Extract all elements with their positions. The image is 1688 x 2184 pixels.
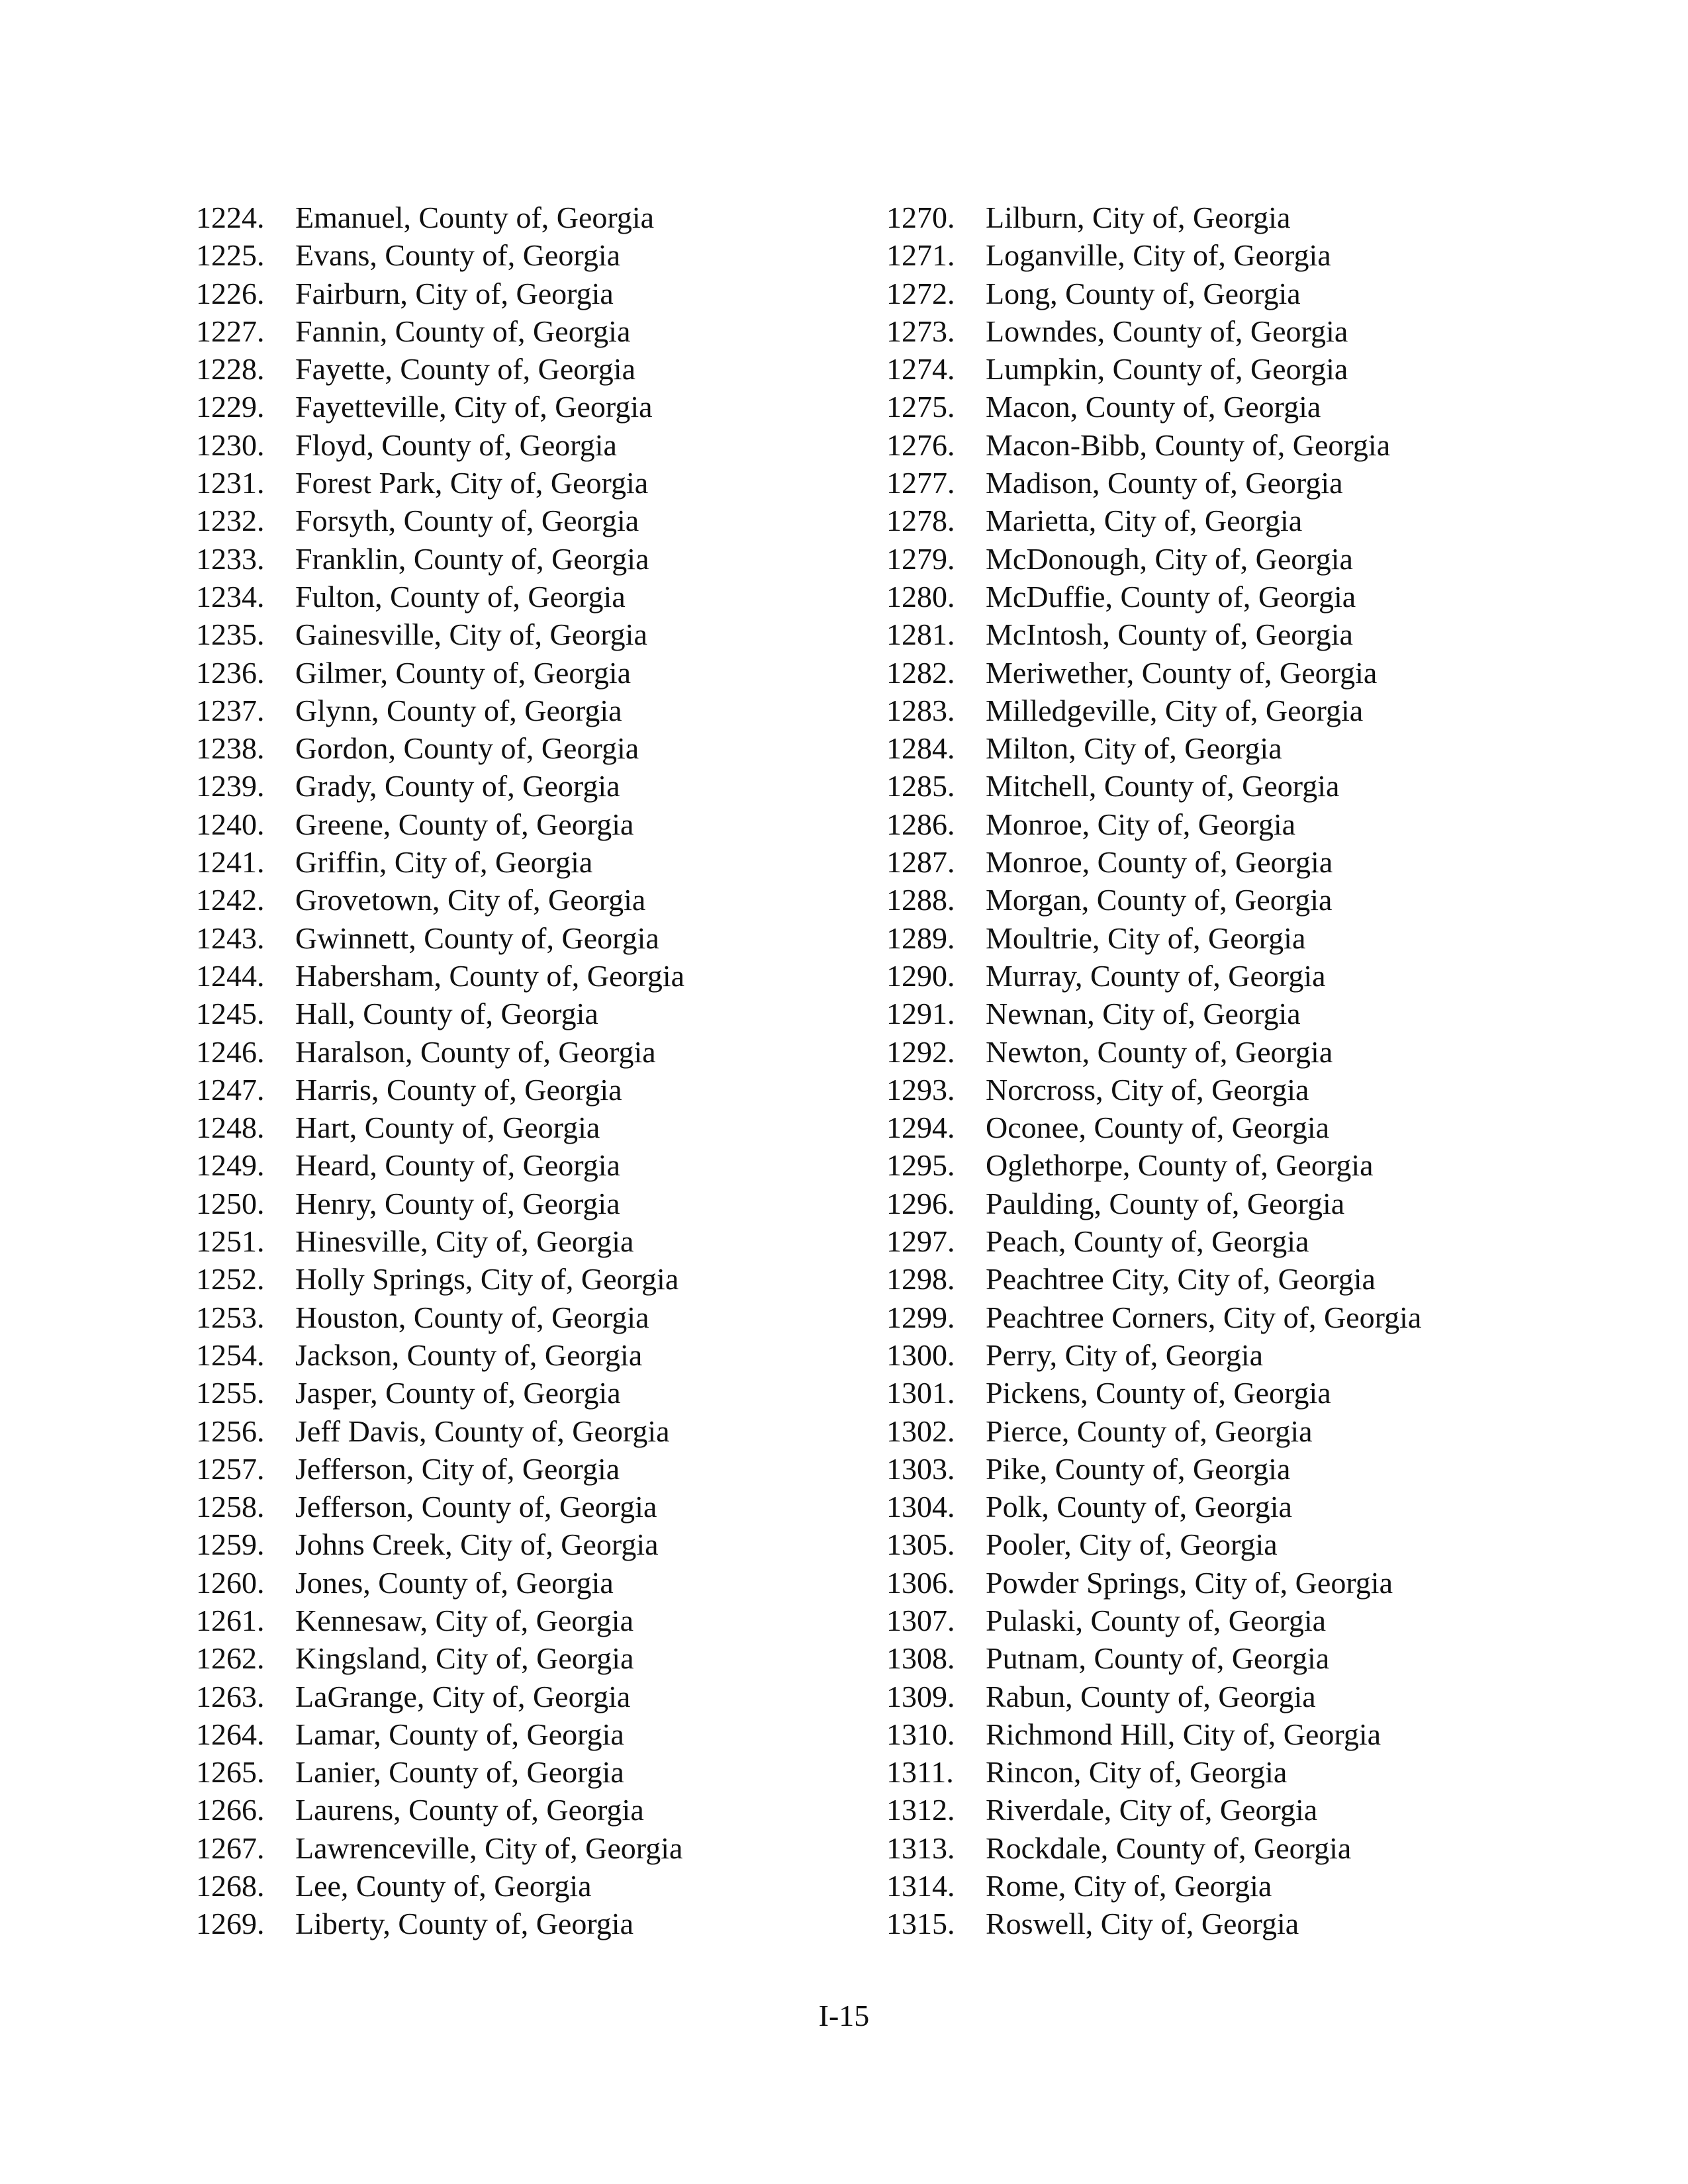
entry-number: 1304. — [886, 1490, 955, 1524]
list-item — [886, 1791, 1615, 1829]
entry-number: 1270. — [886, 201, 955, 234]
entry-number: 1247. — [196, 1072, 265, 1107]
list-item — [886, 1488, 1615, 1525]
entry-number: 1297. — [886, 1224, 955, 1259]
entry-number: 1238. — [196, 731, 265, 766]
list-item — [886, 1829, 1615, 1867]
entry-name: Jackson, County of, Georgia — [295, 1338, 643, 1372]
entry-name: Perry, City of, Georgia — [986, 1338, 1264, 1372]
list-item — [196, 995, 924, 1032]
entry-number: 1272. — [886, 276, 955, 310]
list-item — [886, 1071, 1615, 1109]
entry-name: Oglethorpe, County of, Georgia — [986, 1148, 1374, 1183]
entry-number: 1258. — [196, 1490, 265, 1524]
list-item — [886, 1374, 1615, 1412]
entry-number: 1257. — [196, 1451, 265, 1486]
list-item — [196, 236, 924, 274]
entry-number: 1289. — [886, 921, 955, 955]
entry-name: Gainesville, City of, Georgia — [295, 617, 647, 652]
entry-name: Madison, County of, Georgia — [986, 466, 1343, 500]
entry-number: 1310. — [886, 1717, 955, 1751]
entry-number: 1255. — [196, 1376, 265, 1410]
entry-number: 1266. — [196, 1793, 265, 1827]
entry-number: 1236. — [196, 655, 265, 690]
entry-number: 1271. — [886, 238, 955, 273]
list-item — [886, 1185, 1615, 1222]
entry-name: Harris, County of, Georgia — [295, 1072, 622, 1107]
entry-name: Milton, City of, Georgia — [986, 731, 1282, 766]
entry-name: McIntosh, County of, Georgia — [986, 617, 1353, 652]
right-column-list — [886, 199, 1615, 1943]
entry-number: 1273. — [886, 314, 955, 348]
entry-number: 1263. — [196, 1679, 265, 1713]
entry-name: Jeff Davis, County of, Georgia — [295, 1414, 670, 1448]
list-item — [886, 1753, 1615, 1791]
entry-name: Gilmer, County of, Georgia — [295, 655, 632, 690]
entry-name: Rincon, City of, Georgia — [986, 1755, 1288, 1790]
entry-number: 1242. — [196, 883, 265, 917]
entry-name: Haralson, County of, Georgia — [295, 1034, 656, 1069]
entry-name: Lee, County of, Georgia — [295, 1869, 592, 1903]
list-item — [886, 1260, 1615, 1298]
entry-name: Lamar, County of, Georgia — [295, 1717, 624, 1751]
entry-name: Heard, County of, Georgia — [295, 1148, 620, 1183]
list-item — [196, 881, 924, 919]
entry-name: Fairburn, City of, Georgia — [295, 276, 614, 310]
list-item — [196, 464, 924, 502]
list-item — [886, 1564, 1615, 1602]
list-item — [886, 767, 1615, 805]
entry-name: Macon, County of, Georgia — [986, 390, 1321, 424]
entry-number: 1307. — [886, 1603, 955, 1637]
entry-number: 1228. — [196, 352, 265, 387]
list-item — [196, 199, 924, 236]
entry-name: Loganville, City of, Georgia — [986, 238, 1331, 273]
list-item — [886, 502, 1615, 539]
entry-name: Putnam, County of, Georgia — [986, 1641, 1330, 1676]
entry-name: Henry, County of, Georgia — [295, 1186, 620, 1220]
entry-name: Lawrenceville, City of, Georgia — [295, 1831, 683, 1865]
entry-name: Pike, County of, Georgia — [986, 1451, 1291, 1486]
entry-number: 1312. — [886, 1793, 955, 1827]
entry-number: 1301. — [886, 1376, 955, 1410]
list-item — [196, 1488, 924, 1525]
entry-name: Gwinnett, County of, Georgia — [295, 921, 659, 955]
entry-number: 1240. — [196, 807, 265, 841]
entry-name: Hinesville, City of, Georgia — [295, 1224, 634, 1259]
list-item — [886, 350, 1615, 388]
list-item — [886, 199, 1615, 236]
list-item — [886, 540, 1615, 578]
entry-name: Fannin, County of, Georgia — [295, 314, 631, 348]
entry-name: Riverdale, City of, Georgia — [986, 1793, 1318, 1827]
entry-name: Hall, County of, Georgia — [295, 997, 598, 1031]
entry-name: Meriwether, County of, Georgia — [986, 655, 1378, 690]
list-item — [886, 995, 1615, 1032]
entry-number: 1281. — [886, 617, 955, 652]
entry-number: 1232. — [196, 504, 265, 538]
entry-number: 1239. — [196, 769, 265, 803]
entry-number: 1276. — [886, 428, 955, 462]
list-item — [886, 426, 1615, 464]
entry-number: 1248. — [196, 1111, 265, 1145]
entry-name: Greene, County of, Georgia — [295, 807, 634, 841]
entry-name: Marietta, City of, Georgia — [986, 504, 1303, 538]
entry-number: 1254. — [196, 1338, 265, 1372]
entry-name: Jefferson, City of, Georgia — [295, 1451, 620, 1486]
entry-number: 1265. — [196, 1755, 265, 1790]
entry-number: 1274. — [886, 352, 955, 387]
entry-number: 1277. — [886, 466, 955, 500]
list-item — [886, 692, 1615, 729]
entry-number: 1282. — [886, 655, 955, 690]
list-item — [196, 1336, 924, 1374]
entry-name: Grovetown, City of, Georgia — [295, 883, 646, 917]
entry-number: 1249. — [196, 1148, 265, 1183]
entry-name: Peachtree Corners, City of, Georgia — [986, 1300, 1422, 1334]
entry-number: 1237. — [196, 693, 265, 727]
entry-number: 1287. — [886, 845, 955, 880]
entry-number: 1230. — [196, 428, 265, 462]
list-item — [886, 388, 1615, 426]
entry-name: Moultrie, City of, Georgia — [986, 921, 1306, 955]
entry-name: Hart, County of, Georgia — [295, 1111, 600, 1145]
entry-number: 1298. — [886, 1262, 955, 1297]
list-item — [196, 729, 924, 767]
entry-name: Habersham, County of, Georgia — [295, 958, 685, 993]
entry-name: Emanuel, County of, Georgia — [295, 201, 655, 234]
list-item — [886, 843, 1615, 881]
entry-number: 1226. — [196, 276, 265, 310]
list-item — [886, 1336, 1615, 1374]
entry-name: Floyd, County of, Georgia — [295, 428, 617, 462]
entry-name: Lumpkin, County of, Georgia — [986, 352, 1348, 387]
entry-number: 1305. — [886, 1527, 955, 1562]
entry-name: Norcross, City of, Georgia — [986, 1072, 1309, 1107]
entry-number: 1303. — [886, 1451, 955, 1486]
entry-number: 1314. — [886, 1869, 955, 1903]
list-item — [886, 464, 1615, 502]
entry-number: 1268. — [196, 1869, 265, 1903]
list-item — [196, 1146, 924, 1184]
entry-number: 1280. — [886, 579, 955, 614]
entry-name: Jefferson, County of, Georgia — [295, 1490, 657, 1524]
entry-name: Paulding, County of, Georgia — [986, 1186, 1345, 1220]
entry-number: 1227. — [196, 314, 265, 348]
list-item — [886, 805, 1615, 843]
entry-name: Houston, County of, Georgia — [295, 1300, 649, 1334]
entry-number: 1264. — [196, 1717, 265, 1751]
entry-number: 1315. — [886, 1907, 955, 1941]
list-item — [196, 1678, 924, 1715]
entry-number: 1296. — [886, 1186, 955, 1220]
entry-number: 1256. — [196, 1414, 265, 1448]
entry-number: 1302. — [886, 1414, 955, 1448]
entry-name: Rockdale, County of, Georgia — [986, 1831, 1352, 1865]
list-item — [196, 578, 924, 615]
entry-number: 1313. — [886, 1831, 955, 1865]
entry-name: Kennesaw, City of, Georgia — [295, 1603, 633, 1637]
list-item — [196, 1185, 924, 1222]
list-item — [886, 881, 1615, 919]
entry-name: Rabun, County of, Georgia — [986, 1679, 1316, 1713]
entry-number: 1295. — [886, 1148, 955, 1183]
entry-number: 1292. — [886, 1034, 955, 1069]
list-item — [886, 312, 1615, 350]
list-item — [196, 540, 924, 578]
list-item — [886, 1905, 1615, 1942]
entry-number: 1283. — [886, 693, 955, 727]
entry-number: 1225. — [196, 238, 265, 273]
entry-number: 1293. — [886, 1072, 955, 1107]
entry-number: 1243. — [196, 921, 265, 955]
list-item — [886, 957, 1615, 995]
list-item — [886, 578, 1615, 615]
list-item — [196, 957, 924, 995]
entry-name: Morgan, County of, Georgia — [986, 883, 1333, 917]
entry-name: Franklin, County of, Georgia — [295, 541, 649, 576]
entry-name: Peachtree City, City of, Georgia — [986, 1262, 1376, 1297]
entry-name: Peach, County of, Georgia — [986, 1224, 1309, 1259]
entry-name: Holly Springs, City of, Georgia — [295, 1262, 679, 1297]
entry-name: Grady, County of, Georgia — [295, 769, 620, 803]
entry-name: Pulaski, County of, Georgia — [986, 1603, 1327, 1637]
entry-name: Evans, County of, Georgia — [295, 238, 621, 273]
list-item — [196, 1260, 924, 1298]
entry-name: Roswell, City of, Georgia — [986, 1907, 1299, 1941]
entry-number: 1253. — [196, 1300, 265, 1334]
entry-number: 1300. — [886, 1338, 955, 1372]
entry-name: Milledgeville, City of, Georgia — [986, 693, 1364, 727]
entry-number: 1267. — [196, 1831, 265, 1865]
entry-number: 1245. — [196, 997, 265, 1031]
entry-name: Kingsland, City of, Georgia — [295, 1641, 634, 1676]
list-item — [196, 1715, 924, 1753]
entry-name: McDonough, City of, Georgia — [986, 541, 1353, 576]
list-item — [196, 654, 924, 692]
list-item — [886, 1412, 1615, 1450]
list-item — [196, 1564, 924, 1602]
list-item — [196, 1071, 924, 1109]
entry-number: 1299. — [886, 1300, 955, 1334]
list-item — [196, 692, 924, 729]
entry-name: Lowndes, County of, Georgia — [986, 314, 1348, 348]
list-item — [196, 275, 924, 312]
entry-number: 1275. — [886, 390, 955, 424]
entry-name: Long, County of, Georgia — [986, 276, 1301, 310]
list-item — [886, 1146, 1615, 1184]
list-item — [196, 1525, 924, 1563]
entry-number: 1251. — [196, 1224, 265, 1259]
entry-name: Glynn, County of, Georgia — [295, 693, 622, 727]
list-item — [196, 1033, 924, 1071]
list-item — [196, 1905, 924, 1942]
entry-number: 1288. — [886, 883, 955, 917]
list-item — [196, 388, 924, 426]
entry-name: Fayette, County of, Georgia — [295, 352, 635, 387]
entry-name: Oconee, County of, Georgia — [986, 1111, 1330, 1145]
list-item — [886, 1109, 1615, 1146]
entry-name: Gordon, County of, Georgia — [295, 731, 639, 766]
entry-number: 1259. — [196, 1527, 265, 1562]
entry-number: 1306. — [886, 1565, 955, 1600]
entry-number: 1261. — [196, 1603, 265, 1637]
list-item — [886, 919, 1615, 957]
list-item — [886, 1033, 1615, 1071]
entry-number: 1311. — [886, 1755, 954, 1790]
list-item — [886, 1222, 1615, 1260]
entry-name: Macon-Bibb, County of, Georgia — [986, 428, 1391, 462]
list-item — [196, 1867, 924, 1905]
entry-number: 1279. — [886, 541, 955, 576]
list-item — [886, 1525, 1615, 1563]
entry-number: 1250. — [196, 1186, 265, 1220]
entry-number: 1308. — [886, 1641, 955, 1676]
entry-number: 1229. — [196, 390, 265, 424]
list-item — [886, 654, 1615, 692]
entry-number: 1291. — [886, 997, 955, 1031]
entry-name: Pierce, County of, Georgia — [986, 1414, 1313, 1448]
entry-number: 1269. — [196, 1907, 265, 1941]
entry-name: Jasper, County of, Georgia — [295, 1376, 621, 1410]
entry-number: 1224. — [196, 201, 265, 234]
list-item — [886, 1867, 1615, 1905]
entry-name: Pickens, County of, Georgia — [986, 1376, 1331, 1410]
entry-name: Monroe, County of, Georgia — [986, 845, 1333, 880]
list-item — [196, 1222, 924, 1260]
entry-number: 1252. — [196, 1262, 265, 1297]
entry-number: 1309. — [886, 1679, 955, 1713]
entry-name: Polk, County of, Georgia — [986, 1490, 1292, 1524]
entry-number: 1235. — [196, 617, 265, 652]
entry-number: 1290. — [886, 958, 955, 993]
list-item — [196, 1639, 924, 1677]
entry-name: McDuffie, County of, Georgia — [986, 579, 1356, 614]
entry-name: Johns Creek, City of, Georgia — [295, 1527, 659, 1562]
list-item — [886, 1450, 1615, 1488]
list-item — [886, 615, 1615, 653]
list-item — [196, 1298, 924, 1336]
entry-number: 1231. — [196, 466, 265, 500]
page-number: I-15 — [818, 1999, 870, 2032]
entry-name: Powder Springs, City of, Georgia — [986, 1565, 1393, 1600]
list-item — [886, 1678, 1615, 1715]
list-item — [886, 1639, 1615, 1677]
entry-number: 1284. — [886, 731, 955, 766]
entry-name: Rome, City of, Georgia — [986, 1869, 1272, 1903]
entry-number: 1286. — [886, 807, 955, 841]
entry-name: Griffin, City of, Georgia — [295, 845, 593, 880]
entry-name: Newnan, City of, Georgia — [986, 997, 1301, 1031]
entry-number: 1262. — [196, 1641, 265, 1676]
entry-number: 1246. — [196, 1034, 265, 1069]
list-item — [886, 729, 1615, 767]
entry-name: Lanier, County of, Georgia — [295, 1755, 624, 1790]
list-item — [196, 1829, 924, 1867]
list-item — [196, 350, 924, 388]
list-item — [196, 1412, 924, 1450]
entry-name: Laurens, County of, Georgia — [295, 1793, 644, 1827]
entry-name: Jones, County of, Georgia — [295, 1565, 614, 1600]
list-item — [196, 767, 924, 805]
list-item — [886, 1602, 1615, 1639]
list-item — [196, 1450, 924, 1488]
entry-name: Richmond Hill, City of, Georgia — [986, 1717, 1382, 1751]
list-item — [196, 426, 924, 464]
list-item — [196, 1753, 924, 1791]
list-item — [886, 275, 1615, 312]
list-item — [196, 1374, 924, 1412]
entry-name: Newton, County of, Georgia — [986, 1034, 1333, 1069]
entry-name: Lilburn, City of, Georgia — [986, 201, 1291, 234]
list-item — [886, 1715, 1615, 1753]
entry-name: LaGrange, City of, Georgia — [295, 1679, 631, 1713]
list-item — [196, 1791, 924, 1829]
list-item — [196, 615, 924, 653]
list-item — [196, 919, 924, 957]
entry-name: Forest Park, City of, Georgia — [295, 466, 649, 500]
entry-name: Forsyth, County of, Georgia — [295, 504, 639, 538]
list-item — [196, 843, 924, 881]
entry-name: Monroe, City of, Georgia — [986, 807, 1296, 841]
entry-number: 1234. — [196, 579, 265, 614]
entry-name: Pooler, City of, Georgia — [986, 1527, 1278, 1562]
list-item — [886, 236, 1615, 274]
entry-number: 1260. — [196, 1565, 265, 1600]
entry-number: 1244. — [196, 958, 265, 993]
entry-name: Fayetteville, City of, Georgia — [295, 390, 653, 424]
entry-number: 1294. — [886, 1111, 955, 1145]
entry-number: 1233. — [196, 541, 265, 576]
list-item — [196, 1602, 924, 1639]
list-item — [196, 502, 924, 539]
entry-name: Mitchell, County of, Georgia — [986, 769, 1340, 803]
list-item — [196, 312, 924, 350]
list-item — [196, 805, 924, 843]
left-column-list — [196, 199, 924, 1943]
entry-number: 1278. — [886, 504, 955, 538]
entry-name: Liberty, County of, Georgia — [295, 1907, 634, 1941]
entry-number: 1285. — [886, 769, 955, 803]
entry-number: 1241. — [196, 845, 265, 880]
entry-name: Fulton, County of, Georgia — [295, 579, 626, 614]
list-item — [886, 1298, 1615, 1336]
entry-name: Murray, County of, Georgia — [986, 958, 1326, 993]
list-item — [196, 1109, 924, 1146]
